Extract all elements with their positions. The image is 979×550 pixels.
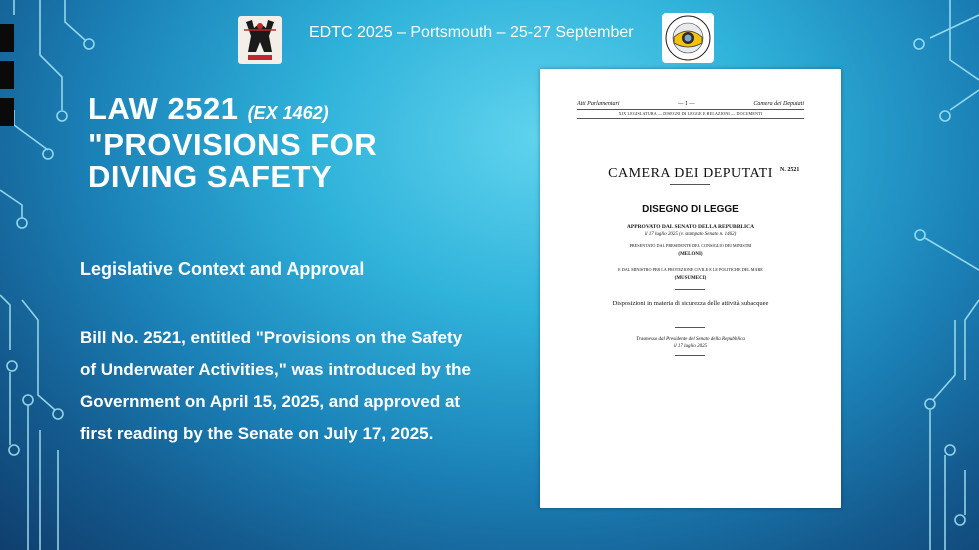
title-main: LAW 2521	[88, 91, 248, 126]
doc-minister: E DAL MINISTRO PER LA PROTEZIONE CIVILE E LE POLITICHE DEL MARE	[618, 267, 763, 272]
event-header: EDTC 2025 – Portsmouth – 25-27 September	[309, 24, 634, 41]
doc-rule	[577, 118, 804, 119]
doc-page-number: — 1 —	[678, 101, 695, 107]
title-rest: "PROVISIONS FOR DIVING SAFETY	[88, 127, 378, 194]
doc-bill-number: N. 2521	[780, 167, 800, 173]
doc-divider	[675, 289, 705, 290]
doc-divider	[670, 184, 710, 185]
doc-president-name: (MELONI)	[678, 252, 703, 257]
doc-presented-by: PRESENTATO DAL PRESIDENTE DEL CONSIGLIO DEI MINISTRI	[629, 243, 752, 248]
left-tab-markers	[0, 24, 14, 135]
doc-transmitted-date: il 17 luglio 2025	[673, 344, 708, 349]
stgs-logo	[238, 16, 282, 64]
doc-header	[577, 101, 804, 107]
doc-approved: APPROVATO DAL SENATO DELLA REPUBBLICA	[626, 224, 755, 230]
doc-rule	[577, 109, 804, 110]
doc-subheader: XIX LEGISLATURA — DISEGNI DI LEGGE E RELAZIONI — DOCUMENTI	[618, 111, 763, 116]
doc-header-right: Camera dei Deputati	[753, 101, 804, 107]
doc-approved-date: il 17 luglio 2025 (v. stampato Senato n. 1462)	[644, 232, 737, 237]
doc-subject: Disposizioni in materia di sicurezza delle attività subacquee	[612, 300, 769, 307]
doc-chamber-title: CAMERA DEI DEPUTATI	[608, 166, 773, 181]
doc-transmitted: Trasmesso dal Presidente del Senato della Repubblica	[636, 337, 745, 342]
tab-marker	[0, 24, 14, 52]
slide-subtitle: Legislative Context and Approval	[80, 259, 365, 279]
doc-minister-name: (MUSUMECI)	[674, 276, 707, 281]
doc-divider	[675, 327, 705, 328]
doc-heading: DISEGNO DI LEGGE	[642, 204, 739, 215]
title-ex-number: (EX 1462)	[247, 103, 329, 123]
doc-header-left: Atti Parlamentari	[577, 101, 620, 107]
bill-document-image	[540, 69, 841, 508]
tab-marker	[0, 61, 14, 89]
doc-divider	[675, 355, 705, 356]
tab-marker	[0, 98, 14, 126]
diving-helmet-emblem	[662, 13, 714, 63]
slide-title	[88, 93, 428, 193]
body-paragraph: Bill No. 2521, entitled "Provisions on the Safety of Underwater Activities," was introduced by the Government on April 15, 2025, and approved at first reading by the Senate on July 17, 2025.	[80, 328, 471, 443]
